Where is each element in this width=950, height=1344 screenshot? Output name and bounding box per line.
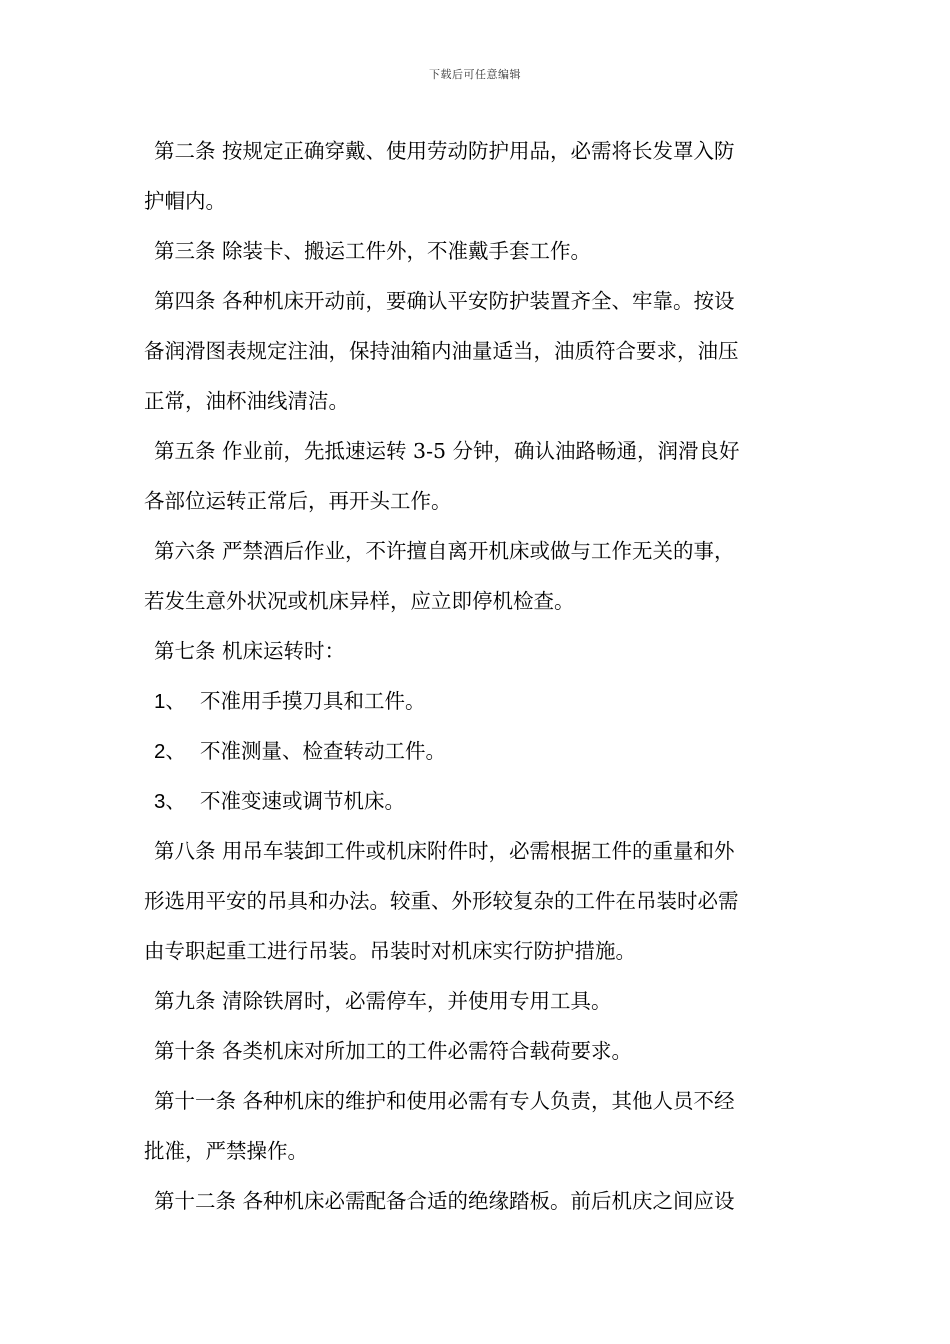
article-8-line-3: 由专职起重工进行吊装。吊装时对机床实行防护措施。: [144, 939, 636, 963]
list-item-number: 3、: [154, 790, 186, 813]
article-2-line-1: 第二条 按规定正确穿戴、使用劳动防护用品，必需将长发罩入防: [154, 139, 735, 163]
article-6-line-2: 若发生意外状况或机床异样，应立即停机检查。: [144, 589, 575, 613]
article-12-line-1: 第十二条 各种机床必需配备合适的绝缘踏板。前后机庆之间应设: [154, 1189, 735, 1213]
list-item-number: 2、: [154, 740, 186, 763]
article-5-line-2: 各部位运转正常后，再开头工作。: [144, 489, 452, 513]
list-item-number: 1、: [154, 690, 186, 713]
article-2-line-2: 护帽内。: [144, 189, 226, 213]
article-5-line-1: 第五条 作业前，先抵速运转 3-5 分钟，确认油路畅通，润滑良好: [154, 439, 740, 463]
list-item: [144, 676, 808, 726]
article-4-line-3: 正常，油杯油线清洁。: [144, 389, 349, 413]
list-item: [144, 726, 808, 776]
article-10-line-1: 第十条 各类机床对所加工的工件必需符合载荷要求。: [154, 1039, 633, 1063]
document-body: [144, 126, 808, 1226]
article-4-line-2: 备润滑图表规定注油，保持油箱内油量适当，油质符合要求，油压: [144, 339, 739, 363]
article-4-line-1: 第四条 各种机床开动前，要确认平安防护装置齐全、牢靠。按设: [154, 289, 735, 313]
header-note: 下载后可任意编辑: [429, 68, 521, 81]
article-11-line-2: 批准，严禁操作。: [144, 1139, 308, 1163]
list-item: [144, 776, 808, 826]
article-8-line-2: 形选用平安的吊具和办法。较重、外形较复杂的工件在吊装时必需: [144, 889, 739, 913]
article-8-line-1: 第八条 用吊车装卸工件或机床附件时，必需根据工件的重量和外: [154, 839, 735, 863]
list-item-text: 不准变速或调节机床。: [200, 789, 405, 813]
article-3-line-1: 第三条 除装卡、搬运工件外，不准戴手套工作。: [154, 239, 592, 263]
article-9-line-1: 第九条 清除铁屑时，必需停车，并使用专用工具。: [154, 989, 612, 1013]
list-item-text: 不准用手摸刀具和工件。: [200, 689, 426, 713]
article-11-line-1: 第十一条 各种机床的维护和使用必需有专人负责，其他人员不经: [154, 1089, 735, 1113]
article-7-line-1: 第七条 机床运转时：: [154, 639, 346, 663]
list-item-text: 不准测量、检查转动工件。: [200, 739, 446, 763]
article-6-line-1: 第六条 严禁酒后作业，不许擅自离开机床或做与工作无关的事，: [154, 539, 735, 563]
